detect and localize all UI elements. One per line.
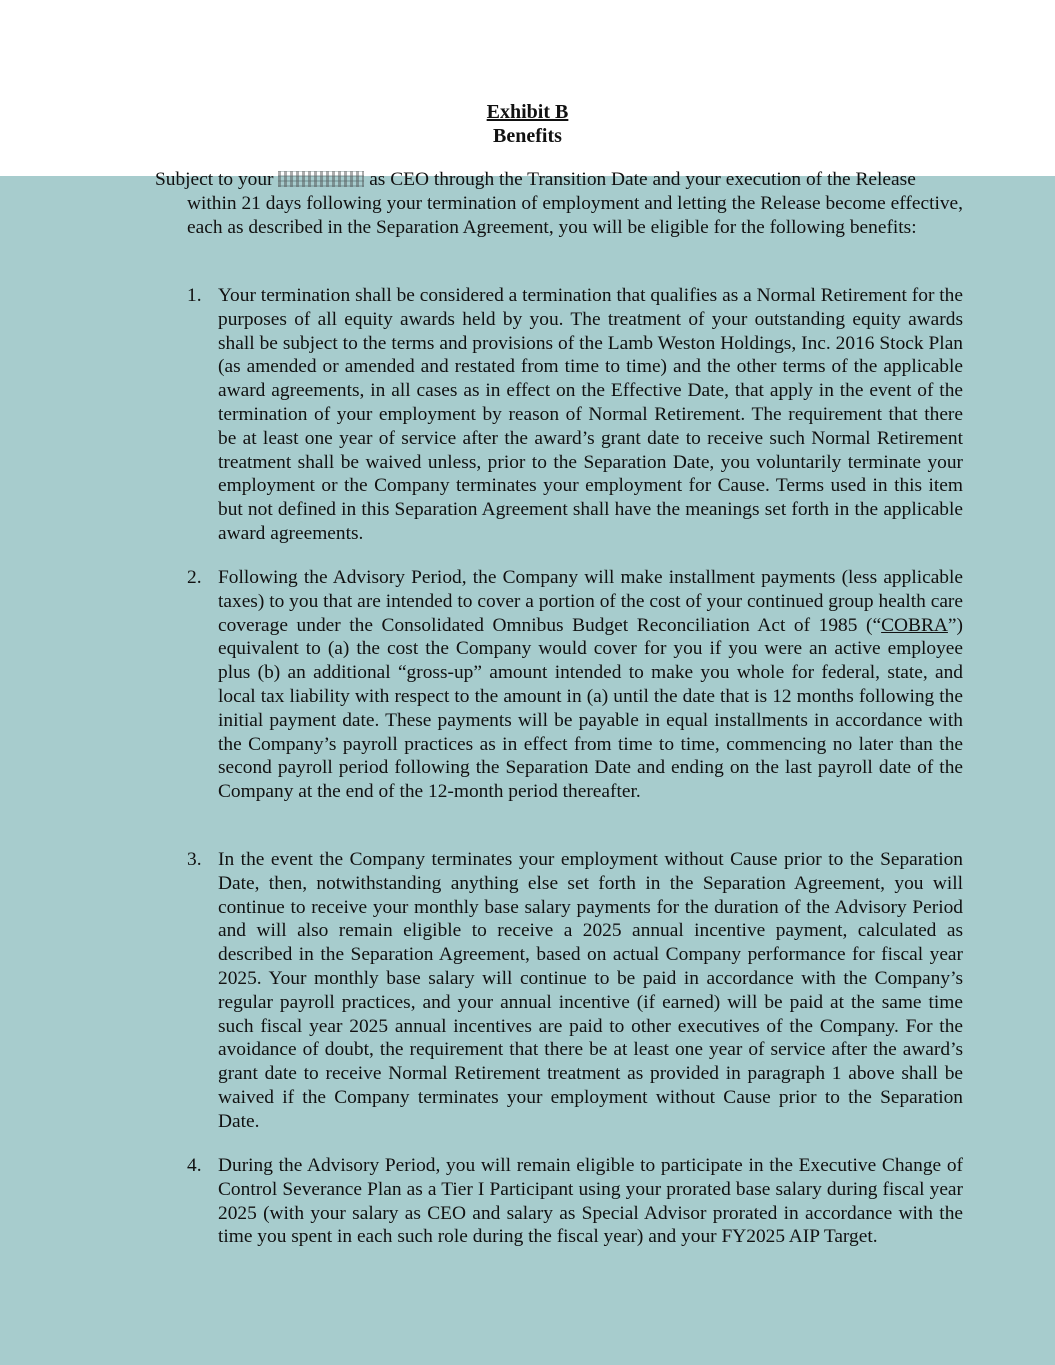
intro-first-line xyxy=(155,168,963,192)
item-number-3: 3. xyxy=(187,849,202,870)
item-number-1: 1. xyxy=(187,285,202,306)
item-2-text-before: Following the Advisory Period, the Company will make installment payments (less applicable taxes) to you that are intended to cover a portion of the cost of your continued group health care coverage under the Consolidated Omnibus Budget Reconciliation Act of 1985 (“ xyxy=(218,567,963,636)
exhibit-title: Exhibit B xyxy=(486,101,569,123)
item-number-2: 2. xyxy=(187,567,202,588)
benefit-item-4: During the Advisory Period, you will remain eligible to participate in the Executive Change of Control Severance Plan as a Tier I Participant using your prorated base salary during fiscal year 2025 (with your salary as CEO and salary as Special Advisor prorated in accordance with the time you spent in each such role during the fiscal year) and your FY2025 AIP Target. xyxy=(218,1155,963,1248)
benefit-item-2 xyxy=(218,566,963,804)
cobra-defined-term: COBRA xyxy=(881,614,948,636)
intro-after-redaction: as CEO through the Transition Date and your execution of the Release xyxy=(369,169,916,190)
item-2-text-after: ”) equivalent to (a) the cost the Company would cover for you if you were an active employee plus (b) an additional “gross-up” amount intended to make you whole for federal, state, and local tax liability with respect to the amount in (a) until the date that is 12 months following the initial payment date. These payments will be payable in equal installments in accordance with the Company’s payroll practices as in effect from time to time, commencing no later than the second payroll period following the Separation Date and ending on the last payroll date of the Company at the end of the 12-month period thereafter. xyxy=(218,614,963,803)
intro-paragraph: within 21 days following your termination of employment and letting the Release become effective, each as described in the Separation Agreement, you will be eligible for the following benefits: xyxy=(187,193,963,238)
benefit-item-3: In the event the Company terminates your employment without Cause prior to the Separation Date, then, notwithstanding anything else set forth in the Separation Agreement, you will continue to receive your monthly base salary payments for the duration of the Advisory Period and will also remain eligible to receive a 2025 annual incentive payment, calculated as described in the Separation Agreement, based on actual Company performance for fiscal year 2025. Your monthly base salary will continue to be paid in accordance with the Company’s regular payroll practices, and your annual incentive (if earned) will be paid at the same time such fiscal year 2025 annual incentives are paid to other executives of the Company. For the avoidance of doubt, the requirement that there be at least one year of service after the award’s grant date to receive Normal Retirement treatment as provided in paragraph 1 above shall be waived if the Company terminates your employment without Cause prior to the Separation Date. xyxy=(218,849,963,1132)
item-number-4: 4. xyxy=(187,1155,202,1176)
section-title: Benefits xyxy=(493,125,562,147)
redacted-text-mark xyxy=(278,171,364,187)
benefit-item-1: Your termination shall be considered a termination that qualifies as a Normal Retirement for the purposes of all equity awards held by you. The treatment of your outstanding equity awards shall be subject to the terms and provisions of the Lamb Weston Holdings, Inc. 2016 Stock Plan (as amended or amended and restated from time to time) and the other terms of the applicable award agreements, in all cases as in effect on the Effective Date, that apply in the event of the termination of your employment by reason of Normal Retirement. The requirement that there be at least one year of service after the award’s grant date to receive such Normal Retirement treatment shall be waived unless, prior to the Separation Date, you voluntarily terminate your employment or the Company terminates your employment for Cause. Terms used in this item but not defined in this Separation Agreement shall have the meanings set forth in the applicable award agreements. xyxy=(218,285,963,544)
intro-lead: Subject to your xyxy=(155,169,274,190)
